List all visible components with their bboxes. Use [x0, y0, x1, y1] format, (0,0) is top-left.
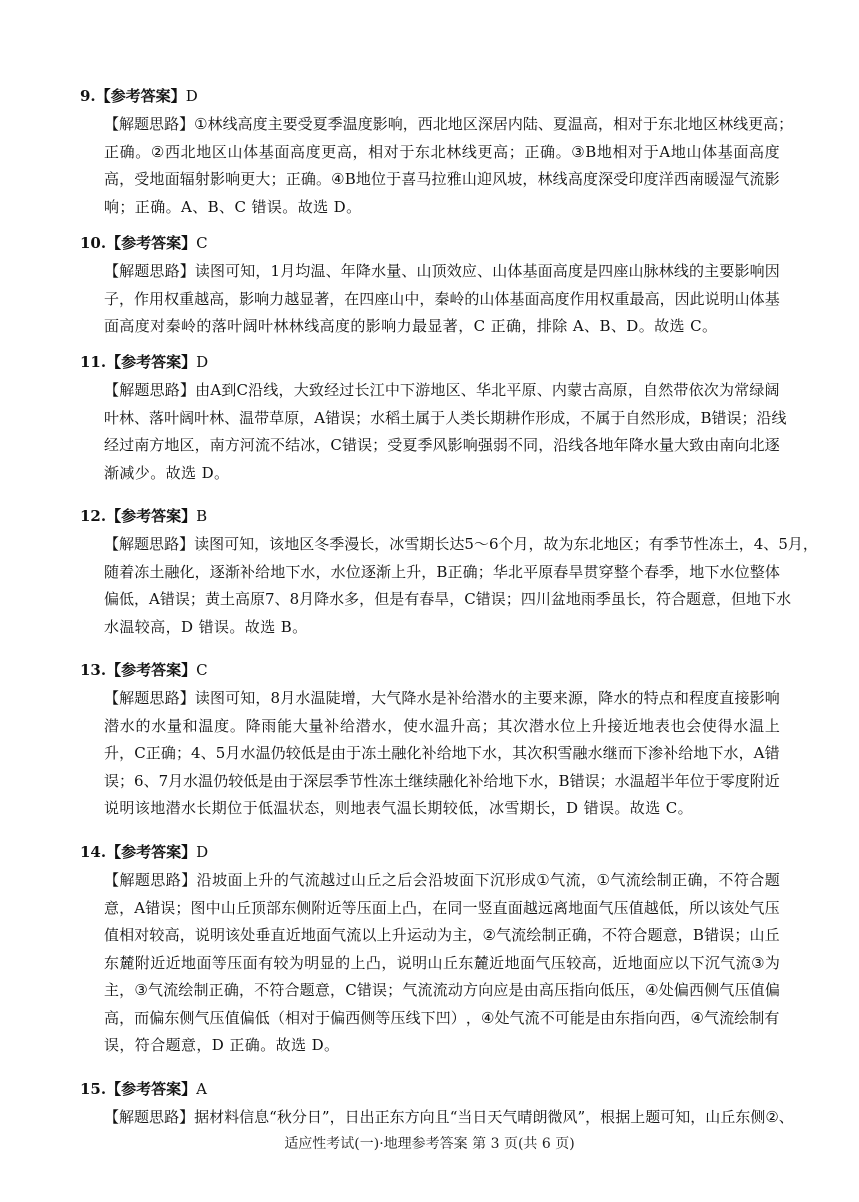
- question-number: 15.: [80, 1080, 107, 1098]
- explanation-line: 说明该地潜水长期位于低温状态，则地表气温长期较低，冰雪期长，D 错误。故选 C。: [104, 799, 694, 817]
- question-12: [80, 506, 818, 641]
- explanation: [80, 531, 818, 641]
- question-13: [80, 660, 780, 823]
- explanation: [80, 1104, 794, 1132]
- explanation-line: 潜 水 的 水 量 和 温 度 。 降 雨 能 大 量 补 给 潜 水 ， 使 水 温 升 高 ； 其 次 潜 水 位 上 升 接 近 地 表 也 会 使 得 水 温 上: [104, 716, 780, 735]
- answer-value: C: [196, 661, 208, 679]
- answer-heading: [80, 86, 780, 106]
- answer-label: 【参考答案】: [106, 353, 197, 371]
- answer-label: 【参考答案】: [106, 234, 197, 252]
- explanation-line: 高 ， 受 地 面 辐 射 影 响 更 大 ； 正 确 。 ④ B 地 位 于 喜 马 拉 雅 山 迎 风 坡 ， 林 线 高 度 深 受 印 度 洋 西 南 暖 湿 气 流 影: [104, 170, 780, 188]
- answer-heading: [80, 233, 780, 253]
- explanation-line: 误，符合题意，D 正确。故选 D。: [104, 1036, 340, 1054]
- explanation-line: 意 ， A 错 误 ； 图 中 山 丘 顶 部 东 侧 附 近 等 压 面 上 凸 ， 在 同 一 竖 直 面 越 远 离 地 面 气 压 值 越 低 ， 所 以 该 处 气 压: [104, 898, 780, 917]
- answer-value: B: [196, 507, 208, 525]
- explanation: [80, 867, 780, 1060]
- answer-label: 【参考答案】: [106, 507, 197, 525]
- explanation-line: 【 解 题 思 路 】 读 图 可 知 ， 8 月 水 温 陡 增 ， 大 气 降 水 是 补 给 潜 水 的 主 要 来 源 ， 降 水 的 特 点 和 程 度 直 接 影 响: [104, 689, 780, 707]
- explanation-line: 【 解 题 思 路 】 ① 林 线 高 度 主 要 受 夏 季 温 度 影 响 ， 西 北 地 区 深 居 内 陆 、 夏 温 高 ， 相 对 于 东 北 地 区 林 线 更 高 ；: [104, 115, 794, 133]
- explanation-line: 叶 林 、 落 叶 阔 叶 林 、 温 带 草 原 ， A 错 误 ； 水 稻 土 属 于 人 类 长 期 耕 作 形 成 ， 不 属 于 自 然 形 成 ， B 错 误 ； 沿 线: [104, 408, 787, 427]
- explanation-line: 【 解 题 思 路 】 读 图 可 知 ， 1 月 均 温 、 年 降 水 量 、 山 顶 效 应 、 山 体 基 面 高 度 是 四 座 山 脉 林 线 的 主 要 影 响 因: [104, 262, 780, 280]
- answer-label: 【参考答案】: [106, 661, 197, 679]
- explanation-line: 正 确 。 ② 西 北 地 区 山 体 基 面 高 度 更 高 ， 相 对 于 东 北 林 线 更 高 ； 正 确 。 ③ B 地 相 对 于 A 地 山 体 基 面 高 度: [104, 142, 780, 161]
- explanation-line: 水温较高，D 错误。故选 B。: [104, 617, 308, 636]
- explanation-line: 子 ， 作 用 权 重 越 高 ， 影 响 力 越 显 著 ， 在 四 座 山 中 ， 秦 岭 的 山 体 基 面 高 度 作 用 权 重 最 高 ， 因 此 说 明 山 体 基: [104, 289, 780, 308]
- question-number: 12.: [80, 507, 107, 525]
- question-number: 11.: [80, 353, 107, 371]
- explanation: [80, 377, 787, 487]
- answer-heading: [80, 842, 780, 862]
- question-9: [80, 86, 794, 221]
- page-footer: 适应性考试(一)·地理参考答案 第 3 页(共 6 页): [284, 1136, 575, 1152]
- explanation-line: 随 着 冻 土 融 化 ， 逐 渐 补 给 地 下 水 ， 水 位 逐 渐 上 升 ， B 正 确 ； 华 北 平 原 春 旱 贯 穿 整 个 春 季 ， 地 下 水 位 整 体: [104, 562, 780, 581]
- question-number: 9.: [80, 87, 96, 105]
- answer-value: D: [185, 87, 198, 105]
- explanation-line: 【 解 题 思 路 】 据 材 料 信 息 “ 秋 分 日 ” ， 日 出 正 东 方 向 且 “ 当 日 天 气 晴 朗 微 风 ” ， 根 据 上 题 可 知 ， 山 丘 东 侧 ② 、: [104, 1108, 794, 1126]
- question-number: 10.: [80, 234, 107, 252]
- explanation-line: 升 ， C 正 确 ； 4 、 5 月 水 温 仍 较 低 是 由 于 冻 土 融 化 补 给 地 下 水 ， 其 次 积 雪 融 水 继 而 下 渗 补 给 地 下 水 ， A 错: [104, 744, 780, 762]
- question-number: 14.: [80, 843, 107, 861]
- explanation-line: 东 麓 附 近 近 地 面 等 压 面 有 较 为 明 显 的 上 凸 ， 说 明 山 丘 东 麓 近 地 面 气 压 较 高 ， 近 地 面 应 以 下 沉 气 流 ③ 为: [104, 953, 780, 972]
- question-11: [80, 352, 787, 487]
- explanation-line: 响；正确。A、B、C 错误。故选 D。: [104, 197, 362, 216]
- question-number: 13.: [80, 661, 107, 679]
- answer-value: C: [196, 234, 208, 252]
- explanation-line: 面高度对秦岭的落叶阔叶林林线高度的影响力最显著，C 正确，排除 A、B、D。故选 C。: [104, 317, 718, 335]
- answer-value: A: [196, 1080, 207, 1098]
- explanation-line: 值 相 对 较 高 ， 说 明 该 处 垂 直 近 地 面 气 流 以 上 升 运 动 为 主 ， ② 气 流 绘 制 正 确 ， 不 符 合 题 意 ， B 错 误 ； 山 丘: [104, 926, 780, 944]
- question-14: [80, 842, 780, 1060]
- question-15: [80, 1079, 794, 1132]
- answer-label: 【参考答案】: [106, 843, 197, 861]
- explanation-line: 【 解 题 思 路 】 沿 坡 面 上 升 的 气 流 越 过 山 丘 之 后 会 沿 坡 面 下 沉 形 成 ① 气 流 ， ① 气 流 绘 制 正 确 ， 不 符 合 题: [104, 871, 780, 889]
- answer-heading: [80, 506, 780, 526]
- explanation-line: 高 ， 而 偏 东 侧 气 压 值 偏 低 （ 相 对 于 偏 西 侧 等 压 线 下 凹 ） ， ④ 处 气 流 不 可 能 是 由 东 指 向 西 ， ④ 气 流 绘 制 有: [104, 1008, 780, 1027]
- answer-label: 【参考答案】: [106, 1080, 197, 1098]
- explanation-line: 【 解 题 思 路 】 由 A 到 C 沿 线 ， 大 致 经 过 长 江 中 下 游 地 区 、 华 北 平 原 、 内 蒙 古 高 原 ， 自 然 带 依 次 为 常 绿 阔: [104, 381, 780, 399]
- explanation: [80, 685, 780, 823]
- explanation: [80, 111, 794, 221]
- answer-value: D: [196, 843, 209, 861]
- explanation-line: 渐减少。故选 D。: [104, 463, 230, 482]
- explanation-line: 【 解 题 思 路 】 读 图 可 知 ， 该 地 区 冬 季 漫 长 ， 冰 雪 期 长 达 5 ～ 6 个 月 ， 故 为 东 北 地 区 ； 有 季 节 性 冻 土 ， 4 、 5 月 ，: [104, 535, 818, 553]
- explanation-line: 误 ； 6 、 7 月 水 温 仍 较 低 是 由 于 深 层 季 节 性 冻 土 继 续 融 化 补 给 地 下 水 ， B 错 误 ； 水 温 超 半 年 位 于 零 度 附 近: [104, 771, 780, 790]
- answer-heading: [80, 1079, 780, 1099]
- explanation-line: 主 ， ③ 气 流 绘 制 正 确 ， 不 符 合 题 意 ， C 错 误 ； 气 流 流 动 方 向 应 是 由 高 压 指 向 低 压 ， ④ 处 偏 西 侧 气 压 值 偏: [104, 981, 780, 999]
- explanation-line: 经 过 南 方 地 区 ， 南 方 河 流 不 结 冰 ， C 错 误 ； 受 夏 季 风 影 响 强 弱 不 同 ， 沿 线 各 地 年 降 水 量 大 致 由 南 向 北 逐: [104, 436, 780, 454]
- answer-value: D: [196, 353, 209, 371]
- answer-heading: [80, 352, 780, 372]
- explanation: [80, 258, 780, 341]
- answer-label: 【参考答案】: [95, 87, 186, 105]
- answer-heading: [80, 660, 780, 680]
- question-10: [80, 233, 780, 341]
- explanation-line: 偏 低 ， A 错 误 ； 黄 土 高 原 7 、 8 月 降 水 多 ， 但 是 有 春 旱 ， C 错 误 ； 四 川 盆 地 雨 季 虽 长 ， 符 合 题 意 ， 但 地 下 水: [104, 590, 792, 608]
